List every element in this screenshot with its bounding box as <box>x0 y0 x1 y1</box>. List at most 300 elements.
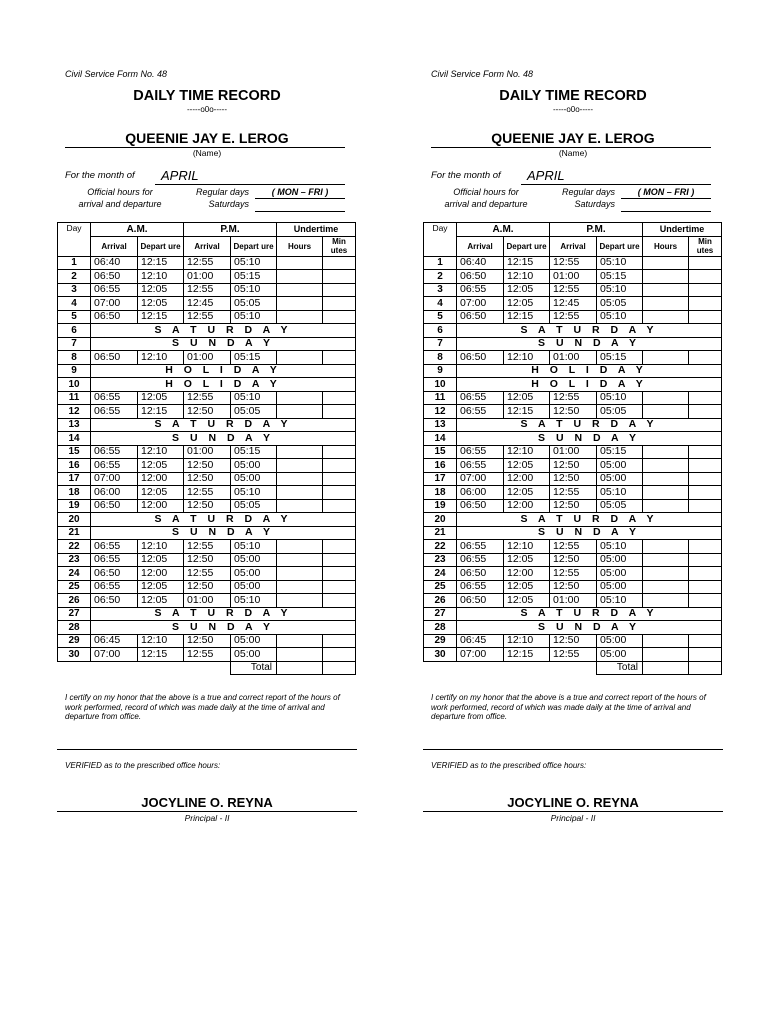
header-pm-arrival: Arrival <box>550 236 597 256</box>
undertime-minutes <box>689 297 722 311</box>
undertime-hours <box>643 553 689 567</box>
am-arrival: 06:50 <box>457 310 504 324</box>
form-number: Civil Service Form No. 48 <box>65 69 168 79</box>
pm-arrival: 12:55 <box>550 256 597 270</box>
undertime-minutes <box>323 283 356 297</box>
table-row <box>58 621 356 635</box>
undertime-hours <box>643 391 689 405</box>
day-number: 4 <box>424 297 457 311</box>
table-row <box>58 567 356 581</box>
undertime-hours <box>277 391 323 405</box>
pm-arrival: 12:55 <box>184 256 231 270</box>
header-am-arrival: Arrival <box>91 236 138 256</box>
pm-departure: 05:10 <box>597 594 643 608</box>
pm-departure: 05:00 <box>231 553 277 567</box>
table-row <box>424 580 722 594</box>
day-number: 12 <box>424 405 457 419</box>
pm-arrival: 12:55 <box>550 283 597 297</box>
header-day: Day <box>58 223 91 257</box>
undertime-hours <box>277 351 323 365</box>
pm-departure: 05:10 <box>231 283 277 297</box>
undertime-minutes <box>323 553 356 567</box>
regular-days-value: ( MON – FRI ) <box>271 187 329 197</box>
pm-arrival: 12:50 <box>184 580 231 594</box>
table-row <box>424 256 722 270</box>
day-number: 2 <box>424 270 457 284</box>
pm-departure: 05:15 <box>597 351 643 365</box>
pm-departure: 05:00 <box>231 648 277 662</box>
pm-departure: 05:10 <box>231 391 277 405</box>
pm-arrival: 12:55 <box>184 567 231 581</box>
pm-departure: 05:00 <box>231 459 277 473</box>
pm-arrival: 12:50 <box>550 472 597 486</box>
am-arrival: 06:55 <box>457 553 504 567</box>
am-arrival: 06:55 <box>457 391 504 405</box>
official-hours-label-1: Official hours for <box>87 187 153 197</box>
pm-arrival: 12:50 <box>550 553 597 567</box>
day-note: S A T U R D A Y <box>91 607 356 621</box>
supervisor-name: JOCYLINE O. REYNA <box>507 795 639 810</box>
table-row <box>424 472 722 486</box>
day-number: 26 <box>58 594 91 608</box>
regular-days-underline <box>255 198 345 199</box>
table-row <box>58 526 356 540</box>
day-number: 6 <box>58 324 91 338</box>
day-note: S U N D A Y <box>457 621 722 635</box>
pm-arrival: 12:55 <box>550 486 597 500</box>
am-arrival: 06:50 <box>457 594 504 608</box>
table-row <box>58 283 356 297</box>
certification-text: I certify on my honor that the above is a true and correct report of the hours of work performed, record of which was made daily at the time of arrival and departure from office. <box>65 693 340 721</box>
pm-arrival: 01:00 <box>184 445 231 459</box>
name-caption: (Name) <box>192 148 222 158</box>
am-departure: 12:10 <box>504 270 550 284</box>
header-am: A.M. <box>91 223 184 237</box>
am-departure: 12:05 <box>504 486 550 500</box>
saturdays-label: Saturdays <box>574 199 615 209</box>
pm-arrival: 12:55 <box>550 391 597 405</box>
am-arrival: 07:00 <box>457 472 504 486</box>
day-number: 7 <box>424 337 457 351</box>
table-row <box>424 445 722 459</box>
undertime-minutes <box>323 445 356 459</box>
table-row <box>424 499 722 513</box>
undertime-hours <box>643 283 689 297</box>
undertime-hours <box>277 634 323 648</box>
pm-departure: 05:05 <box>597 297 643 311</box>
am-arrival: 06:55 <box>91 405 138 419</box>
table-row <box>424 405 722 419</box>
am-arrival: 06:55 <box>91 391 138 405</box>
regular-days-label: Regular days <box>195 187 249 197</box>
pm-arrival: 12:50 <box>184 499 231 513</box>
undertime-minutes <box>689 580 722 594</box>
pm-arrival: 01:00 <box>184 351 231 365</box>
pm-arrival: 12:55 <box>550 540 597 554</box>
header-pm-departure: Depart ure <box>231 236 277 256</box>
employee-name: QUEENIE JAY E. LEROG <box>125 130 289 146</box>
day-note: S A T U R D A Y <box>91 418 356 432</box>
pm-arrival: 01:00 <box>550 351 597 365</box>
undertime-minutes <box>689 472 722 486</box>
day-number: 18 <box>58 486 91 500</box>
am-departure: 12:00 <box>504 499 550 513</box>
pm-departure: 05:05 <box>597 499 643 513</box>
table-row <box>424 391 722 405</box>
am-arrival: 06:50 <box>91 594 138 608</box>
day-note: S U N D A Y <box>457 432 722 446</box>
table-row <box>424 459 722 473</box>
table-row <box>424 418 722 432</box>
pm-departure: 05:10 <box>597 283 643 297</box>
undertime-minutes <box>689 540 722 554</box>
month-label: For the month of <box>65 170 135 181</box>
undertime-minutes <box>689 553 722 567</box>
am-arrival: 06:55 <box>91 283 138 297</box>
am-arrival: 06:55 <box>457 459 504 473</box>
undertime-hours <box>277 445 323 459</box>
undertime-hours <box>277 567 323 581</box>
undertime-hours <box>643 256 689 270</box>
day-number: 20 <box>58 513 91 527</box>
undertime-minutes <box>689 486 722 500</box>
pm-arrival: 12:50 <box>184 459 231 473</box>
pm-departure: 05:05 <box>231 297 277 311</box>
pm-departure: 05:10 <box>231 594 277 608</box>
am-arrival: 06:55 <box>457 445 504 459</box>
undertime-minutes <box>323 634 356 648</box>
day-number: 19 <box>58 499 91 513</box>
day-number: 14 <box>424 432 457 446</box>
pm-arrival: 12:50 <box>184 553 231 567</box>
day-number: 13 <box>58 418 91 432</box>
pm-arrival: 12:50 <box>184 634 231 648</box>
pm-departure: 05:00 <box>231 567 277 581</box>
day-number: 19 <box>424 499 457 513</box>
header-undertime: Undertime <box>643 223 722 237</box>
am-departure: 12:15 <box>138 648 184 662</box>
pm-departure: 05:00 <box>597 567 643 581</box>
pm-departure: 05:15 <box>597 270 643 284</box>
undertime-hours <box>277 405 323 419</box>
undertime-hours <box>277 270 323 284</box>
pm-departure: 05:10 <box>231 256 277 270</box>
table-row <box>58 297 356 311</box>
undertime-minutes <box>323 391 356 405</box>
day-number: 12 <box>58 405 91 419</box>
table-row <box>58 580 356 594</box>
day-note: H O L I D A Y <box>457 378 722 392</box>
header-hours: Hours <box>277 236 323 256</box>
pm-arrival: 12:45 <box>550 297 597 311</box>
pm-arrival: 12:50 <box>550 634 597 648</box>
am-departure: 12:00 <box>504 567 550 581</box>
saturdays-label: Saturdays <box>208 199 249 209</box>
pm-departure: 05:00 <box>231 472 277 486</box>
pm-departure: 05:00 <box>231 580 277 594</box>
pm-arrival: 01:00 <box>550 594 597 608</box>
table-row <box>58 364 356 378</box>
official-hours-label-2: arrival and departure <box>78 199 162 209</box>
table-row <box>424 553 722 567</box>
table-row <box>58 634 356 648</box>
pm-arrival: 01:00 <box>550 270 597 284</box>
day-note: S U N D A Y <box>457 526 722 540</box>
header-undertime: Undertime <box>277 223 356 237</box>
undertime-minutes <box>689 499 722 513</box>
am-departure: 12:05 <box>504 391 550 405</box>
am-departure: 12:10 <box>138 634 184 648</box>
am-arrival: 06:55 <box>457 540 504 554</box>
undertime-hours <box>643 351 689 365</box>
am-departure: 12:05 <box>504 283 550 297</box>
regular-days-underline <box>621 198 711 199</box>
am-arrival: 06:55 <box>91 445 138 459</box>
undertime-hours <box>277 648 323 662</box>
table-row <box>58 256 356 270</box>
day-number: 10 <box>424 378 457 392</box>
form-title: DAILY TIME RECORD <box>499 88 647 104</box>
header-pm-departure: Depart ure <box>597 236 643 256</box>
total-label: Total <box>231 661 277 675</box>
am-departure: 12:05 <box>138 459 184 473</box>
undertime-minutes <box>323 499 356 513</box>
verified-label: VERIFIED as to the prescribed office hours: <box>65 761 221 770</box>
regular-days-value: ( MON – FRI ) <box>637 187 695 197</box>
day-number: 15 <box>424 445 457 459</box>
pm-arrival: 12:55 <box>184 648 231 662</box>
supervisor-name: JOCYLINE O. REYNA <box>141 795 273 810</box>
day-number: 22 <box>424 540 457 554</box>
undertime-minutes <box>689 391 722 405</box>
pm-arrival: 12:55 <box>550 567 597 581</box>
pm-arrival: 12:50 <box>550 499 597 513</box>
table-row <box>58 540 356 554</box>
undertime-minutes <box>689 634 722 648</box>
table-row <box>58 594 356 608</box>
month-underline <box>521 184 711 185</box>
day-number: 27 <box>58 607 91 621</box>
day-number: 5 <box>424 310 457 324</box>
am-arrival: 06:40 <box>457 256 504 270</box>
day-note: S U N D A Y <box>457 337 722 351</box>
am-departure: 12:05 <box>138 594 184 608</box>
am-arrival: 06:45 <box>457 634 504 648</box>
undertime-minutes <box>323 405 356 419</box>
am-departure: 12:10 <box>504 540 550 554</box>
undertime-hours <box>277 553 323 567</box>
day-number: 24 <box>424 567 457 581</box>
day-number: 23 <box>58 553 91 567</box>
pm-departure: 05:05 <box>231 499 277 513</box>
pm-arrival: 12:50 <box>184 472 231 486</box>
pm-departure: 05:05 <box>597 405 643 419</box>
am-arrival: 07:00 <box>91 472 138 486</box>
pm-arrival: 12:55 <box>184 283 231 297</box>
table-row <box>58 324 356 338</box>
day-number: 24 <box>58 567 91 581</box>
am-arrival: 06:50 <box>91 310 138 324</box>
table-row <box>424 634 722 648</box>
am-departure: 12:05 <box>138 283 184 297</box>
day-number: 17 <box>424 472 457 486</box>
undertime-hours <box>277 594 323 608</box>
am-arrival: 06:55 <box>457 283 504 297</box>
undertime-hours <box>277 310 323 324</box>
supervisor-signature-line <box>57 811 357 812</box>
header-minutes: Min utes <box>323 236 356 256</box>
employee-signature-line <box>423 749 723 750</box>
am-departure: 12:00 <box>138 472 184 486</box>
am-arrival: 06:55 <box>91 553 138 567</box>
day-number: 11 <box>424 391 457 405</box>
day-note: H O L I D A Y <box>91 364 356 378</box>
day-number: 16 <box>58 459 91 473</box>
time-record-table <box>423 222 722 675</box>
undertime-minutes <box>323 297 356 311</box>
day-number: 3 <box>424 283 457 297</box>
am-departure: 12:15 <box>504 405 550 419</box>
regular-days-label: Regular days <box>561 187 615 197</box>
am-departure: 12:10 <box>138 445 184 459</box>
day-note: S A T U R D A Y <box>457 418 722 432</box>
am-departure: 12:10 <box>138 270 184 284</box>
am-departure: 12:05 <box>138 297 184 311</box>
day-number: 13 <box>424 418 457 432</box>
table-row <box>58 459 356 473</box>
undertime-minutes <box>689 594 722 608</box>
pm-departure: 05:10 <box>597 256 643 270</box>
am-departure: 12:10 <box>504 445 550 459</box>
undertime-hours <box>277 486 323 500</box>
undertime-minutes <box>689 459 722 473</box>
header-am: A.M. <box>457 223 550 237</box>
undertime-minutes <box>689 567 722 581</box>
pm-departure: 05:10 <box>231 310 277 324</box>
am-departure: 12:10 <box>138 351 184 365</box>
undertime-minutes <box>323 256 356 270</box>
pm-departure: 05:00 <box>231 634 277 648</box>
employee-signature-line <box>57 749 357 750</box>
day-number: 30 <box>424 648 457 662</box>
table-row <box>424 607 722 621</box>
saturdays-underline <box>621 211 711 212</box>
undertime-hours <box>643 499 689 513</box>
pm-arrival: 12:55 <box>184 391 231 405</box>
undertime-hours <box>643 648 689 662</box>
day-number: 15 <box>58 445 91 459</box>
total-label: Total <box>597 661 643 675</box>
pm-arrival: 12:55 <box>184 486 231 500</box>
undertime-hours <box>643 472 689 486</box>
table-row <box>424 297 722 311</box>
pm-arrival: 12:50 <box>550 405 597 419</box>
day-number: 8 <box>58 351 91 365</box>
table-row <box>58 378 356 392</box>
undertime-hours <box>643 540 689 554</box>
am-arrival: 06:50 <box>457 567 504 581</box>
table-row <box>424 378 722 392</box>
month-value: APRIL <box>527 168 565 183</box>
am-arrival: 06:45 <box>91 634 138 648</box>
pm-arrival: 01:00 <box>550 445 597 459</box>
total-minutes <box>689 661 722 675</box>
header-am-departure: Depart ure <box>138 236 184 256</box>
undertime-minutes <box>689 351 722 365</box>
am-arrival: 06:50 <box>457 351 504 365</box>
am-departure: 12:00 <box>138 499 184 513</box>
day-note: S A T U R D A Y <box>91 324 356 338</box>
am-arrival: 06:55 <box>91 540 138 554</box>
undertime-minutes <box>323 351 356 365</box>
undertime-hours <box>643 270 689 284</box>
undertime-minutes <box>323 310 356 324</box>
day-number: 14 <box>58 432 91 446</box>
day-number: 27 <box>424 607 457 621</box>
pm-departure: 05:00 <box>597 634 643 648</box>
am-arrival: 06:50 <box>457 270 504 284</box>
pm-departure: 05:15 <box>231 445 277 459</box>
undertime-minutes <box>323 567 356 581</box>
undertime-minutes <box>323 270 356 284</box>
title-separator: -----o0o----- <box>187 105 227 114</box>
undertime-hours <box>277 459 323 473</box>
table-row <box>58 310 356 324</box>
am-departure: 12:15 <box>138 310 184 324</box>
day-note: S A T U R D A Y <box>457 607 722 621</box>
day-note: H O L I D A Y <box>91 378 356 392</box>
table-row <box>424 648 722 662</box>
pm-departure: 05:15 <box>231 270 277 284</box>
am-arrival: 07:00 <box>91 297 138 311</box>
pm-arrival: 12:55 <box>550 648 597 662</box>
pm-departure: 05:00 <box>597 580 643 594</box>
saturdays-underline <box>255 211 345 212</box>
am-arrival: 06:00 <box>91 486 138 500</box>
pm-departure: 05:05 <box>231 405 277 419</box>
am-departure: 12:15 <box>504 648 550 662</box>
am-arrival: 06:50 <box>91 567 138 581</box>
day-number: 20 <box>424 513 457 527</box>
undertime-hours <box>277 256 323 270</box>
undertime-hours <box>643 445 689 459</box>
am-arrival: 06:40 <box>91 256 138 270</box>
am-departure: 12:15 <box>504 310 550 324</box>
form-title: DAILY TIME RECORD <box>133 88 281 104</box>
undertime-hours <box>643 310 689 324</box>
day-number: 30 <box>58 648 91 662</box>
day-number: 5 <box>58 310 91 324</box>
am-arrival: 06:50 <box>91 499 138 513</box>
undertime-hours <box>643 567 689 581</box>
undertime-hours <box>277 472 323 486</box>
header-minutes: Min utes <box>689 236 722 256</box>
table-row <box>424 594 722 608</box>
total-minutes <box>323 661 356 675</box>
table-row <box>424 310 722 324</box>
day-number: 21 <box>424 526 457 540</box>
time-record-table <box>57 222 356 675</box>
am-arrival: 06:55 <box>91 459 138 473</box>
table-row <box>58 607 356 621</box>
undertime-hours <box>643 580 689 594</box>
form-number: Civil Service Form No. 48 <box>431 69 534 79</box>
table-row <box>58 513 356 527</box>
am-arrival: 06:50 <box>457 499 504 513</box>
undertime-hours <box>277 499 323 513</box>
day-number: 11 <box>58 391 91 405</box>
day-number: 16 <box>424 459 457 473</box>
